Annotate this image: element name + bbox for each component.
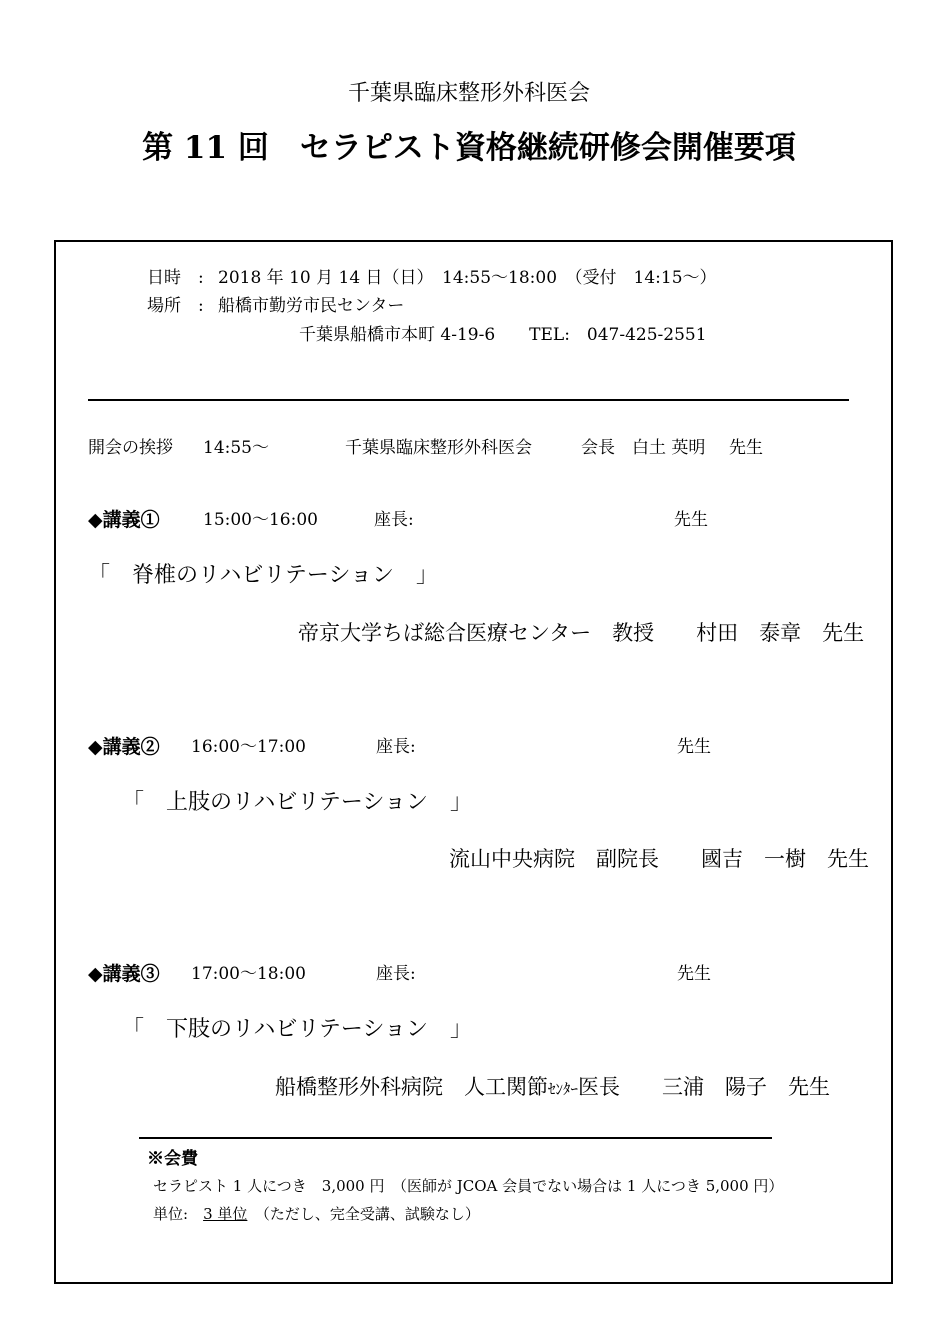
lecture-1-topic: 「 脊椎のリハビリテーション 」 [88,563,439,588]
lecture-2-title: ◆講義② [88,736,160,758]
place-label: 場所 [147,296,181,316]
lecture-1-time: 15:00〜16:00 [203,510,318,530]
datetime-value: 2018 年 10 月 14 日（日） 14:55〜18:00 （受付 14:15〜） [218,268,717,288]
lecture-2-topic: 「 上肢のリハビリテーション 」 [122,790,473,815]
place-address: 千葉県船橋市本町 4-19-6 TEL: 047-425-2551 [299,325,707,345]
lecture-3-chair-label: 座長: [376,964,416,984]
lecture-2-chair-label: 座長: [376,737,416,757]
opening-speaker: 白土 英明 [632,438,706,458]
lecture-3-topic: 「 下肢のリハビリテーション 」 [122,1017,473,1042]
place-colon: : [198,296,204,316]
datetime-colon: : [198,268,204,288]
section-divider [88,399,849,401]
unit-value: 3 単位 [203,1205,248,1223]
lecture-1-title: ◆講義① [88,509,160,531]
content-frame [54,240,893,1284]
opening-label: 開会の挨拶 [88,438,173,458]
opening-time: 14:55〜 [203,438,269,458]
unit-line: 単位: 3 単位 （ただし、完全受講、試験なし） [153,1205,480,1223]
lecture-3-chair-honorific: 先生 [677,964,711,984]
lecture-2-speaker: 流山中央病院 副院長 國吉 一樹 先生 [449,847,869,871]
page-title: 第 11 回 セラピスト資格継続研修会開催要項 [142,130,796,166]
opening-org: 千葉県臨床整形外科医会 [345,438,532,458]
lecture-3-time: 17:00〜18:00 [191,964,306,984]
fee-line: セラピスト 1 人につき 3,000 円 （医師が JCOA 会員でない場合は 1 人につき 5,000 円） [153,1177,784,1195]
place-value: 船橋市勤労市民センター [218,296,405,316]
opening-role: 会長 [581,438,615,458]
organization-name: 千葉県臨床整形外科医会 [347,81,590,106]
datetime-label: 日時 [147,268,181,288]
lecture-1-speaker: 帝京大学ちば総合医療センター 教授 村田 泰章 先生 [298,621,865,645]
lecture-2-time: 16:00〜17:00 [191,737,306,757]
lecture-2-chair-honorific: 先生 [677,737,711,757]
fee-heading: ※会費 [147,1149,198,1169]
lecture-1-chair-honorific: 先生 [674,510,708,530]
opening-honorific: 先生 [729,438,763,458]
fee-divider [139,1137,772,1139]
lecture-3-title: ◆講義③ [88,963,160,985]
lecture-1-chair-label: 座長: [374,510,414,530]
lecture-3-speaker: 船橋整形外科病院 人工関節ｾﾝﾀｰ医長 三浦 陽子 先生 [275,1075,831,1099]
